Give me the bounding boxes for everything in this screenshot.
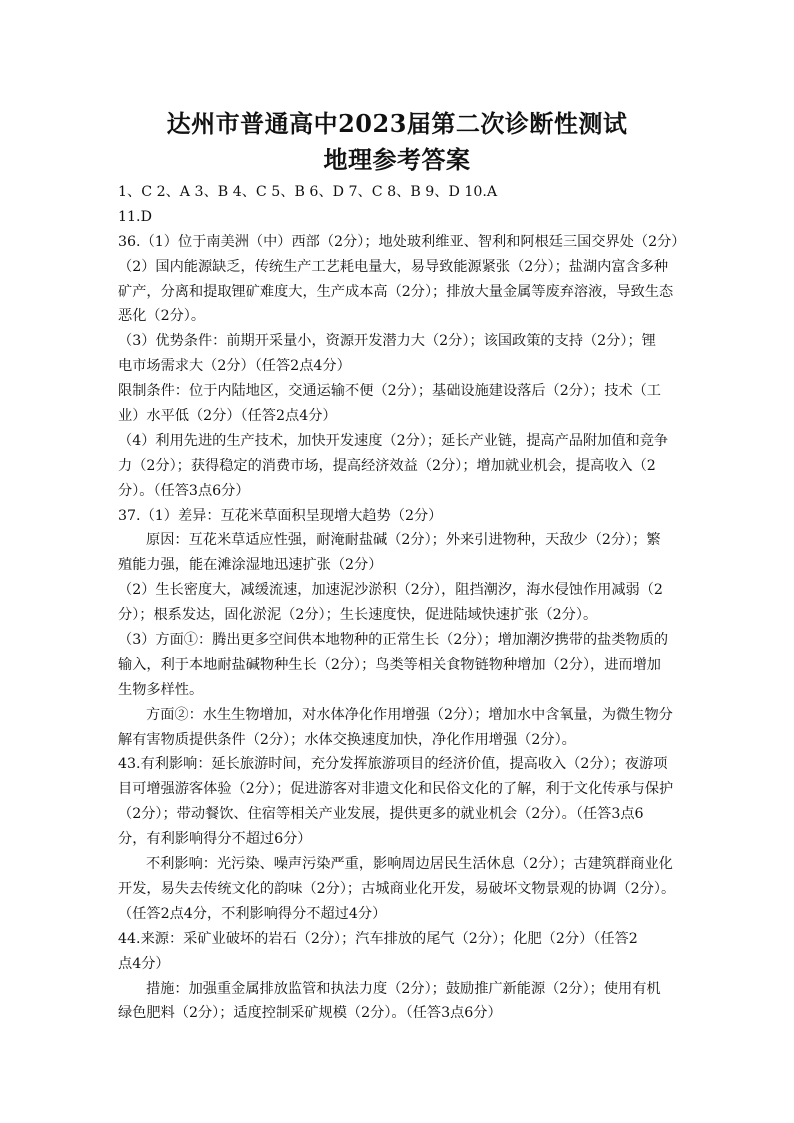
- answer-line: （任答2点4分，不利影响得分不超过4分）: [118, 905, 387, 922]
- answer-line: 37.（1）差异：互花米草面积呈现增大趋势（2分）: [118, 507, 443, 524]
- answer-line: （2）生长密度大，减缓流速，加速泥沙淤积（2分），阻挡潮汐，海水侵蚀作用减弱（2: [118, 582, 663, 599]
- answer-line: 44.来源：采矿业破坏的岩石（2分）；汽车排放的尾气（2分）；化肥（2分）（任答2: [118, 930, 638, 947]
- answer-line: 不利影响：光污染、噪声污染严重，影响周边居民生活休息（2分）；古建筑群商业化: [146, 856, 673, 873]
- answer-line: 绿色肥料（2分）；适度控制采矿规模（2分）。（任答3点6分）: [118, 1005, 502, 1022]
- answer-line: 方面②：水生生物增加，对水体净化作用增强（2分）；增加水中含氧量，为微生物分: [146, 706, 673, 723]
- answer-line: 分）；根系发达，固化淤泥（2分）；生长速度快，促进陆域快速扩张（2分）。: [118, 607, 598, 624]
- answer-line: 殖能力强，能在滩涂湿地迅速扩张（2分）: [118, 557, 383, 574]
- answer-line: 生物多样性。: [118, 681, 204, 698]
- choice-answers-line: 11.D: [118, 208, 152, 225]
- answer-line: 业）水平低（2分）（任答2点4分）: [118, 408, 337, 425]
- answer-line: 分）。（任答3点6分）: [118, 482, 250, 499]
- answer-line: 点4分）: [118, 955, 170, 972]
- answer-line: 解有害物质提供条件（2分）；水体交换速度加快，净化作用增强（2分）。: [118, 731, 576, 748]
- choice-answers-line: 1、C 2、A 3、B 4、C 5、B 6、D 7、C 8、B 9、D 10.A: [118, 184, 498, 200]
- answer-line: 措施：加强重金属排放监管和执法力度（2分）；鼓励推广新能源（2分）；使用有机: [146, 980, 661, 997]
- answer-line: 力（2分）；获得稳定的消费市场，提高经济效益（2分）；增加就业机会，提高收入（2: [118, 457, 656, 474]
- answer-body: [118, 180, 686, 1026]
- answer-line: （3）优势条件：前期开采量小，资源开发潜力大（2分）；该国政策的支持（2分）；锂: [118, 333, 656, 350]
- answer-line: 输入，利于本地耐盐碱物种生长（2分）；鸟类等相关食物链物种增加（2分），进而增加: [118, 656, 661, 673]
- answer-line: 36.（1）位于南美洲（中）西部（2分）；地处玻利维亚、智利和阿根廷三国交界处（2分）: [118, 233, 686, 250]
- answer-line: （4）利用先进的生产技术，加快开发速度（2分）；延长产业链，提高产品附加值和竞争: [118, 432, 669, 449]
- answer-line: 开发，易失去传统文化的韵味（2分）；古城商业化开发，易破坏文物景观的协调（2分）。: [118, 880, 676, 897]
- document-title: 达州市普通高中2023届第二次诊断性测试: [166, 109, 628, 138]
- answer-line: 原因：互花米草适应性强，耐淹耐盐碱（2分）；外来引进物种，天敌少（2分）；繁: [146, 532, 661, 549]
- answer-line: （2）国内能源缺乏，传统生产工艺耗电量大，易导致能源紧张（2分）；盐湖内富含多种: [118, 258, 669, 275]
- answer-line: 目可增强游客体验（2分）；促进游客对非遗文化和民俗文化的了解，利于文化传承与保护: [118, 781, 674, 798]
- answer-line: 43.有利影响：延长旅游时间，充分发挥旅游项目的经济价值，提高收入（2分）；夜游项: [118, 756, 668, 773]
- document-subtitle: 地理参考答案: [323, 145, 471, 174]
- answer-line: 恶化（2分）。: [118, 308, 206, 325]
- answer-line: 电市场需求大（2分）（任答2点4分）: [118, 358, 351, 375]
- answer-line: 限制条件：位于内陆地区，交通运输不便（2分）；基础设施建设落后（2分）；技术（工: [118, 383, 661, 400]
- answer-line: 分，有利影响得分不超过6分）: [118, 831, 312, 848]
- answer-line: 矿产，分离和提取锂矿难度大，生产成本高（2分）；排放大量金属等废弃溶液，导致生态: [118, 283, 674, 300]
- answer-line: （3）方面①：腾出更多空间供本地物种的正常生长（2分）；增加潮汐携带的盐类物质的: [118, 632, 669, 649]
- answer-line: （2分）；带动餐饮、住宿等相关产业发展，提供更多的就业机会（2分）。（任答3点6: [118, 806, 644, 823]
